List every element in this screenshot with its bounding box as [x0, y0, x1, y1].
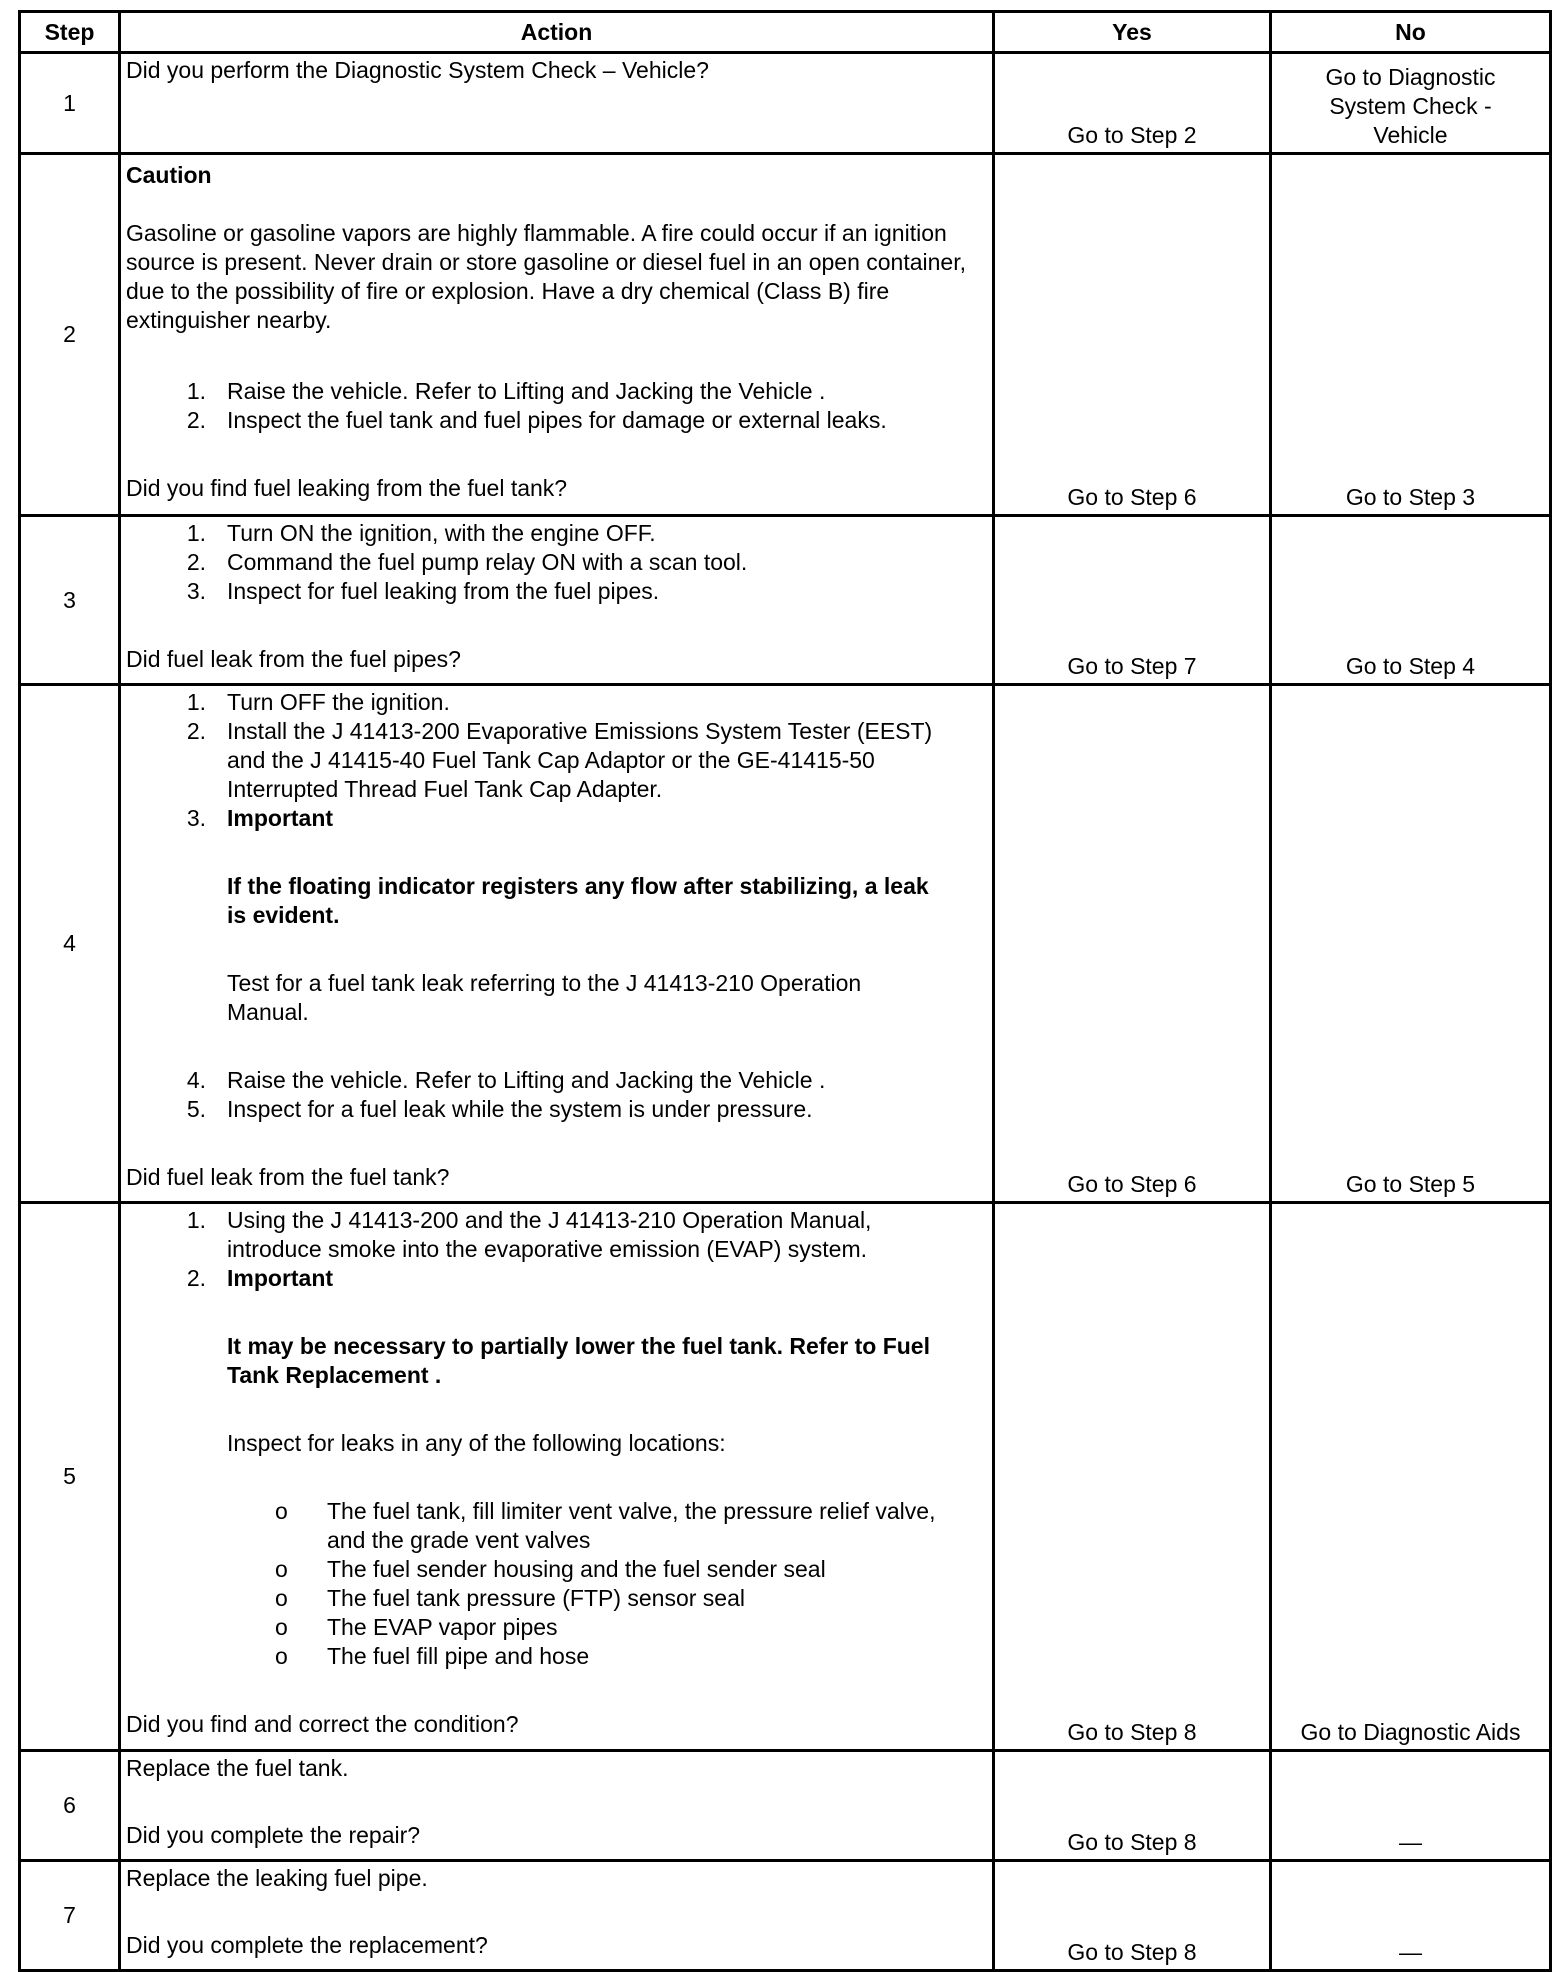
step-number: 7	[20, 1861, 120, 1971]
no-result: —	[1271, 1861, 1551, 1971]
step-question: Did fuel leak from the fuel pipes?	[126, 646, 461, 672]
bullet-icon: o	[275, 1585, 288, 1611]
step-question: Did you complete the replacement?	[126, 1932, 488, 1958]
caution-text: Gasoline or gasoline vapors are highly flammable. A fire could occur if an ignition source is present. Never drain or store gasoline or diesel fuel in an open container, due to the possibility of fire or explosion. Have a dry chemical (Class B) fire extinguisher nearby.	[126, 220, 966, 333]
step-number: 4	[20, 685, 120, 1203]
action-cell	[120, 685, 994, 1203]
list-item: 3. Inspect for fuel leaking from the fuel pipes.	[186, 578, 660, 604]
step-question: Did you perform the Diagnostic System Check – Vehicle?	[126, 57, 709, 83]
location-list	[126, 1497, 987, 1671]
table-row-step-7	[20, 1861, 1551, 1971]
yes-result: Go to Step 8	[994, 1203, 1271, 1751]
table-row-step-2	[20, 154, 1551, 516]
table-header-row	[20, 12, 1551, 53]
no-result: Go to Step 3	[1271, 154, 1551, 516]
yes-result: Go to Step 8	[994, 1861, 1271, 1971]
action-text: Replace the leaking fuel pipe.	[126, 1865, 428, 1891]
table-row-step-3	[20, 516, 1551, 685]
bullet-icon: o	[275, 1614, 288, 1640]
step-number: 6	[20, 1751, 120, 1861]
no-result: Go to Diagnostic Aids	[1271, 1203, 1551, 1751]
step-number: 2	[20, 154, 120, 516]
step-instructions	[126, 688, 987, 833]
list-item: 1. Raise the vehicle. Refer to Lifting and Jacking the Vehicle .	[186, 378, 826, 404]
diagnostic-steps-table	[18, 10, 1552, 1972]
header-no: No	[1271, 12, 1551, 53]
no-result: Go to Step 5	[1271, 685, 1551, 1203]
list-item: 5. Inspect for a fuel leak while the system is under pressure.	[186, 1096, 813, 1122]
list-item: o The fuel sender housing and the fuel sender seal	[275, 1556, 826, 1582]
yes-result: Go to Step 6	[994, 154, 1271, 516]
action-text: Replace the fuel tank.	[126, 1755, 349, 1781]
no-result: Go to Diagnostic System Check - Vehicle	[1271, 53, 1551, 154]
list-item: o The fuel fill pipe and hose	[275, 1643, 590, 1669]
action-cell	[120, 516, 994, 685]
table-row-step-6	[20, 1751, 1551, 1861]
action-cell	[120, 1203, 994, 1751]
sub-instruction: Inspect for leaks in any of the following locations:	[227, 1430, 726, 1456]
list-item: 1. Turn OFF the ignition.	[186, 689, 450, 715]
header-step: Step	[20, 12, 120, 53]
sub-instruction: Test for a fuel tank leak referring to the J 41413-210 Operation Manual.	[227, 970, 862, 1025]
bullet-icon: o	[275, 1643, 288, 1669]
step-instructions	[126, 1066, 987, 1124]
table-row-step-4	[20, 685, 1551, 1203]
table-row-step-5	[20, 1203, 1551, 1751]
step-question: Did you find fuel leaking from the fuel tank?	[126, 475, 568, 501]
step-question: Did fuel leak from the fuel tank?	[126, 1164, 450, 1190]
yes-result: Go to Step 6	[994, 685, 1271, 1203]
step-instructions	[126, 377, 987, 435]
step-question: Did you find and correct the condition?	[126, 1711, 519, 1737]
important-note: If the floating indicator registers any flow after stabilizing, a leak is evident.	[227, 873, 929, 928]
list-item: 1. Using the J 41413-200 and the J 41413-210 Operation Manual, introduce smoke into the evaporative emission (EVAP) system.	[186, 1207, 872, 1262]
step-number: 3	[20, 516, 120, 685]
step-instructions	[126, 519, 987, 606]
caution-title: Caution	[126, 162, 212, 188]
step-instructions	[126, 1206, 987, 1293]
step-number: 5	[20, 1203, 120, 1751]
table-row-step-1	[20, 53, 1551, 154]
bullet-icon: o	[275, 1498, 288, 1524]
step-question: Did you complete the repair?	[126, 1822, 421, 1848]
header-action: Action	[120, 12, 994, 53]
list-item: 2. Command the fuel pump relay ON with a scan tool.	[186, 549, 748, 575]
action-cell	[120, 53, 994, 154]
important-note: It may be necessary to partially lower the fuel tank. Refer to Fuel Tank Replacement .	[227, 1333, 930, 1388]
action-cell	[120, 1751, 994, 1861]
header-yes: Yes	[994, 12, 1271, 53]
yes-result: Go to Step 8	[994, 1751, 1271, 1861]
list-item: 4. Raise the vehicle. Refer to Lifting and Jacking the Vehicle .	[186, 1067, 826, 1093]
list-item: 2. Important	[186, 1265, 334, 1291]
list-item: o The fuel tank, fill limiter vent valve, the pressure relief valve, and the grade vent valves	[275, 1498, 936, 1553]
step-number: 1	[20, 53, 120, 154]
list-item: 3. Important	[186, 805, 334, 831]
yes-result: Go to Step 2	[994, 53, 1271, 154]
list-item: o The fuel tank pressure (FTP) sensor seal	[275, 1585, 745, 1611]
list-item: o The EVAP vapor pipes	[275, 1614, 558, 1640]
list-item: 2. Install the J 41413-200 Evaporative Emissions System Tester (EEST) and the J 41415-40 Fuel Tank Cap Adaptor or the GE-41415-50 Interrupted Thread Fuel Tank Cap Adapter.	[186, 718, 933, 802]
no-result: —	[1271, 1751, 1551, 1861]
list-item: 1. Turn ON the ignition, with the engine OFF.	[186, 520, 656, 546]
no-result: Go to Step 4	[1271, 516, 1551, 685]
list-item: 2. Inspect the fuel tank and fuel pipes for damage or external leaks.	[186, 407, 887, 433]
diagnostic-table-page	[18, 10, 1549, 1972]
yes-result: Go to Step 7	[994, 516, 1271, 685]
action-cell	[120, 1861, 994, 1971]
action-cell	[120, 154, 994, 516]
bullet-icon: o	[275, 1556, 288, 1582]
